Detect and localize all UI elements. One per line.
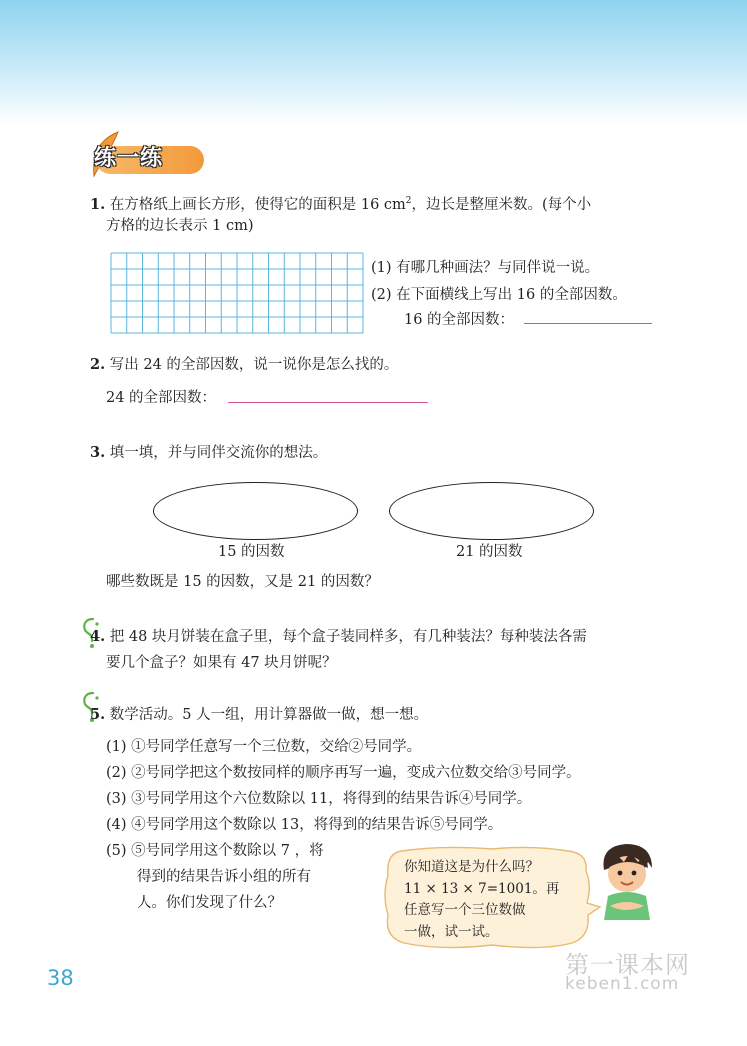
q5-step-2: (2) ②号同学把这个数按同样的顺序再写一遍，变成六位数交给③号同学。	[106, 765, 581, 781]
page-number: 38	[47, 966, 74, 990]
factor-oval-21[interactable]	[389, 482, 594, 540]
q3-question: 哪些数既是 15 的因数，又是 21 的因数？	[106, 574, 379, 590]
q1-answer-label: 16 的全部因数：	[404, 312, 515, 328]
oval1-label: 15 的因数	[218, 544, 285, 560]
grid-paper	[110, 252, 364, 334]
q1-sub2: (2) 在下面横线上写出 16 的全部因数。	[371, 287, 627, 303]
watermark-en: keben1.com	[565, 974, 680, 994]
factor-oval-15[interactable]	[153, 482, 358, 540]
watermark-cn: 第一课本网	[565, 951, 690, 979]
q5-step-5-line1: (5) ⑤号同学用这个数除以 7 ，将	[106, 843, 324, 859]
q2-prompt: 2. 写出 24 的全部因数，说一说你是怎么找的。	[90, 356, 399, 373]
q2-answer-label: 24 的全部因数：	[106, 390, 217, 406]
q5-prompt: 5. 数学活动。5 人一组，用计算器做一做，想一想。	[90, 706, 429, 723]
section-title-badge	[88, 130, 208, 180]
q2-answer-line[interactable]	[228, 402, 428, 403]
q4-line2: 要几个盒子？如果有 47 块月饼呢？	[106, 655, 337, 671]
q5-step-4: (4) ④号同学用这个数除以 13，将得到的结果告诉⑤号同学。	[106, 817, 503, 833]
q5-step-5-line3: 人。你们发现了什么？	[137, 895, 282, 911]
bubble-text: 你知道这是为什么吗？ 11 × 13 × 7=1001。再 任意写一个三位数做 一做，试一试。	[404, 859, 560, 940]
q1-line1: 1. 在方格纸上画长方形，使得它的面积是 16 $cm^2$，边长是整厘米数。(每个小	[90, 195, 592, 213]
q5-step-3: (3) ③号同学用这个六位数除以 11，将得到的结果告诉④号同学。	[106, 791, 532, 807]
q1-line2: 方格的边长表示 1 cm)	[106, 218, 254, 234]
q3-prompt: 3. 填一填，并与同伴交流你的想法。	[90, 444, 328, 461]
oval2-label: 21 的因数	[456, 544, 523, 560]
q5-step-1: (1) ①号同学任意写一个三位数，交给②号同学。	[106, 739, 422, 755]
q4-line1: 4. 把 48 块月饼装在盒子里，每个盒子装同样多，有几种装法？每种装法各需	[90, 628, 587, 645]
q5-step-5-line2: 得到的结果告诉小组的所有	[137, 869, 311, 885]
q1-answer-line[interactable]	[524, 323, 652, 324]
section-title: 练一练	[94, 146, 164, 171]
q1-sub1: (1) 有哪几种画法？与同伴说一说。	[371, 260, 600, 276]
boy-character-icon	[596, 840, 658, 920]
header-band	[0, 0, 747, 125]
